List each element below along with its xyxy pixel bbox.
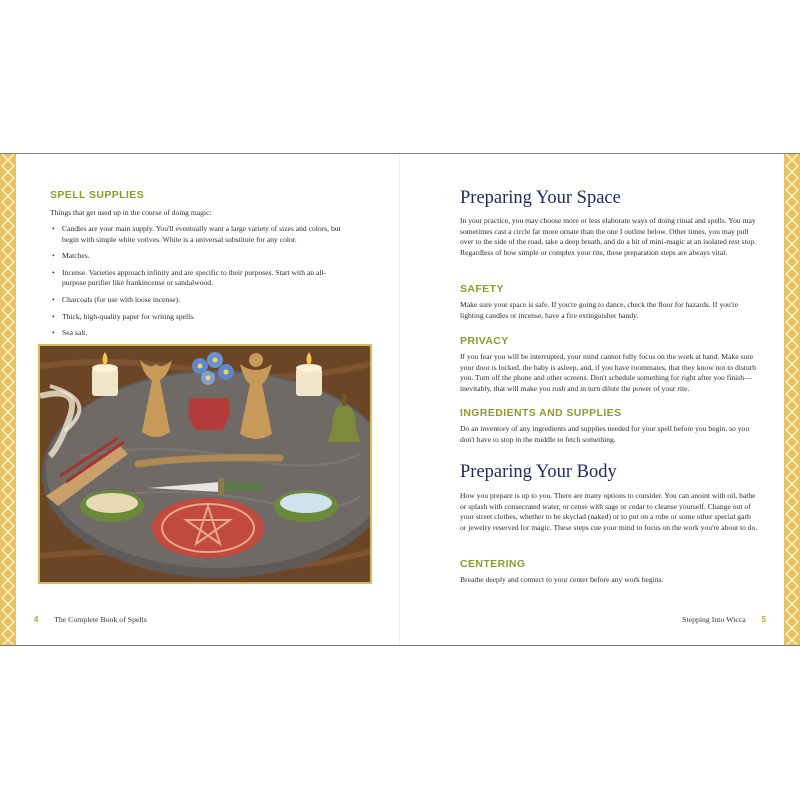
list-item: • Thick, high-quality paper for writing spells.: [50, 312, 350, 323]
spell-supplies-heading: SPELL SUPPLIES: [50, 189, 145, 201]
ingredients-body: Do an inventory of any ingredients and supplies needed for your spell before you begin, so you don't have to stop in the middle to fetch something.: [460, 424, 750, 444]
spell-supplies-intro: Things that get used up in the course of doing magic:: [50, 208, 212, 217]
left-decorative-border: [0, 154, 16, 645]
left-page: [16, 154, 400, 645]
list-item: • Charcoals (for use with loose incense).: [50, 295, 350, 306]
privacy-body: If you fear you will be interrupted, your mind cannot fully focus on the work at hand. Make sure your door is locked, the baby is asleep, and, if you have roommates, that they know not to disturb you. Turn off the phone and other screens. Don't schedule something for right after you finish—inevitably, that will make you rush and in turn dilute the power of your rite.: [460, 352, 757, 393]
centering-heading: CENTERING: [460, 558, 526, 570]
list-item: • Sea salt.: [50, 328, 350, 339]
right-page-number: 5: [761, 615, 766, 624]
right-page: [400, 154, 784, 645]
preparing-body-body: How you prepare is up to you. There are many options to consider. You can anoint with oil, bathe or splash with consecrated water, or cense with sage or cedar to cleanse yourself. Change out of your street clothes, whether to be skyclad (naked) or to put on a robe or some other special garb or jewelry reserved for magic. These steps cue your mind to focus on the work you're about to do.: [460, 491, 758, 532]
preparing-space-heading: Preparing Your Space: [460, 188, 621, 208]
safety-heading: SAFETY: [460, 283, 504, 295]
left-footer: [34, 615, 147, 624]
list-item: • Matches.: [50, 251, 350, 262]
spell-supplies-list: [50, 224, 350, 345]
altar-illustration: [38, 344, 372, 584]
preparing-space-body: In your practice, you may choose more or less elaborate ways of doing ritual and spells. You may sometimes cast a circle far more ornate than the one I outline below. Other times, you may pull over to the side of the road, take a deep breath, and do a bit of mini-magic at an isolated rest stop. Regardless of how simple or complex your rite, these preparation steps are always vital.: [460, 216, 757, 257]
right-decorative-border: [784, 154, 800, 645]
ingredients-heading: INGREDIENTS AND SUPPLIES: [460, 407, 622, 419]
centering-body: Breathe deeply and connect to your center before any work begins.: [460, 575, 664, 584]
privacy-heading: PRIVACY: [460, 335, 509, 347]
list-item: • Candles are your main supply. You'll eventually want a large variety of sizes and colors, but begin with simple white votives. White is a universal substitute for any color.: [50, 224, 350, 245]
book-spread: [0, 153, 800, 646]
book-title: The Complete Book of Spells: [54, 615, 147, 624]
section-title: Stepping Into Wicca: [682, 615, 746, 624]
preparing-body-heading: Preparing Your Body: [460, 462, 617, 482]
safety-body: Make sure your space is safe. If you're going to dance, check the floor for hazards. If you're lighting candles or incense, have a fire extinguisher handy.: [460, 300, 739, 320]
right-footer: [682, 615, 766, 624]
left-page-number: 4: [34, 615, 39, 624]
list-item: • Incense. Varieties approach infinity and are specific to their purposes. Start with an all-purpose purifier like frankincense or sandalwood.: [50, 268, 350, 289]
